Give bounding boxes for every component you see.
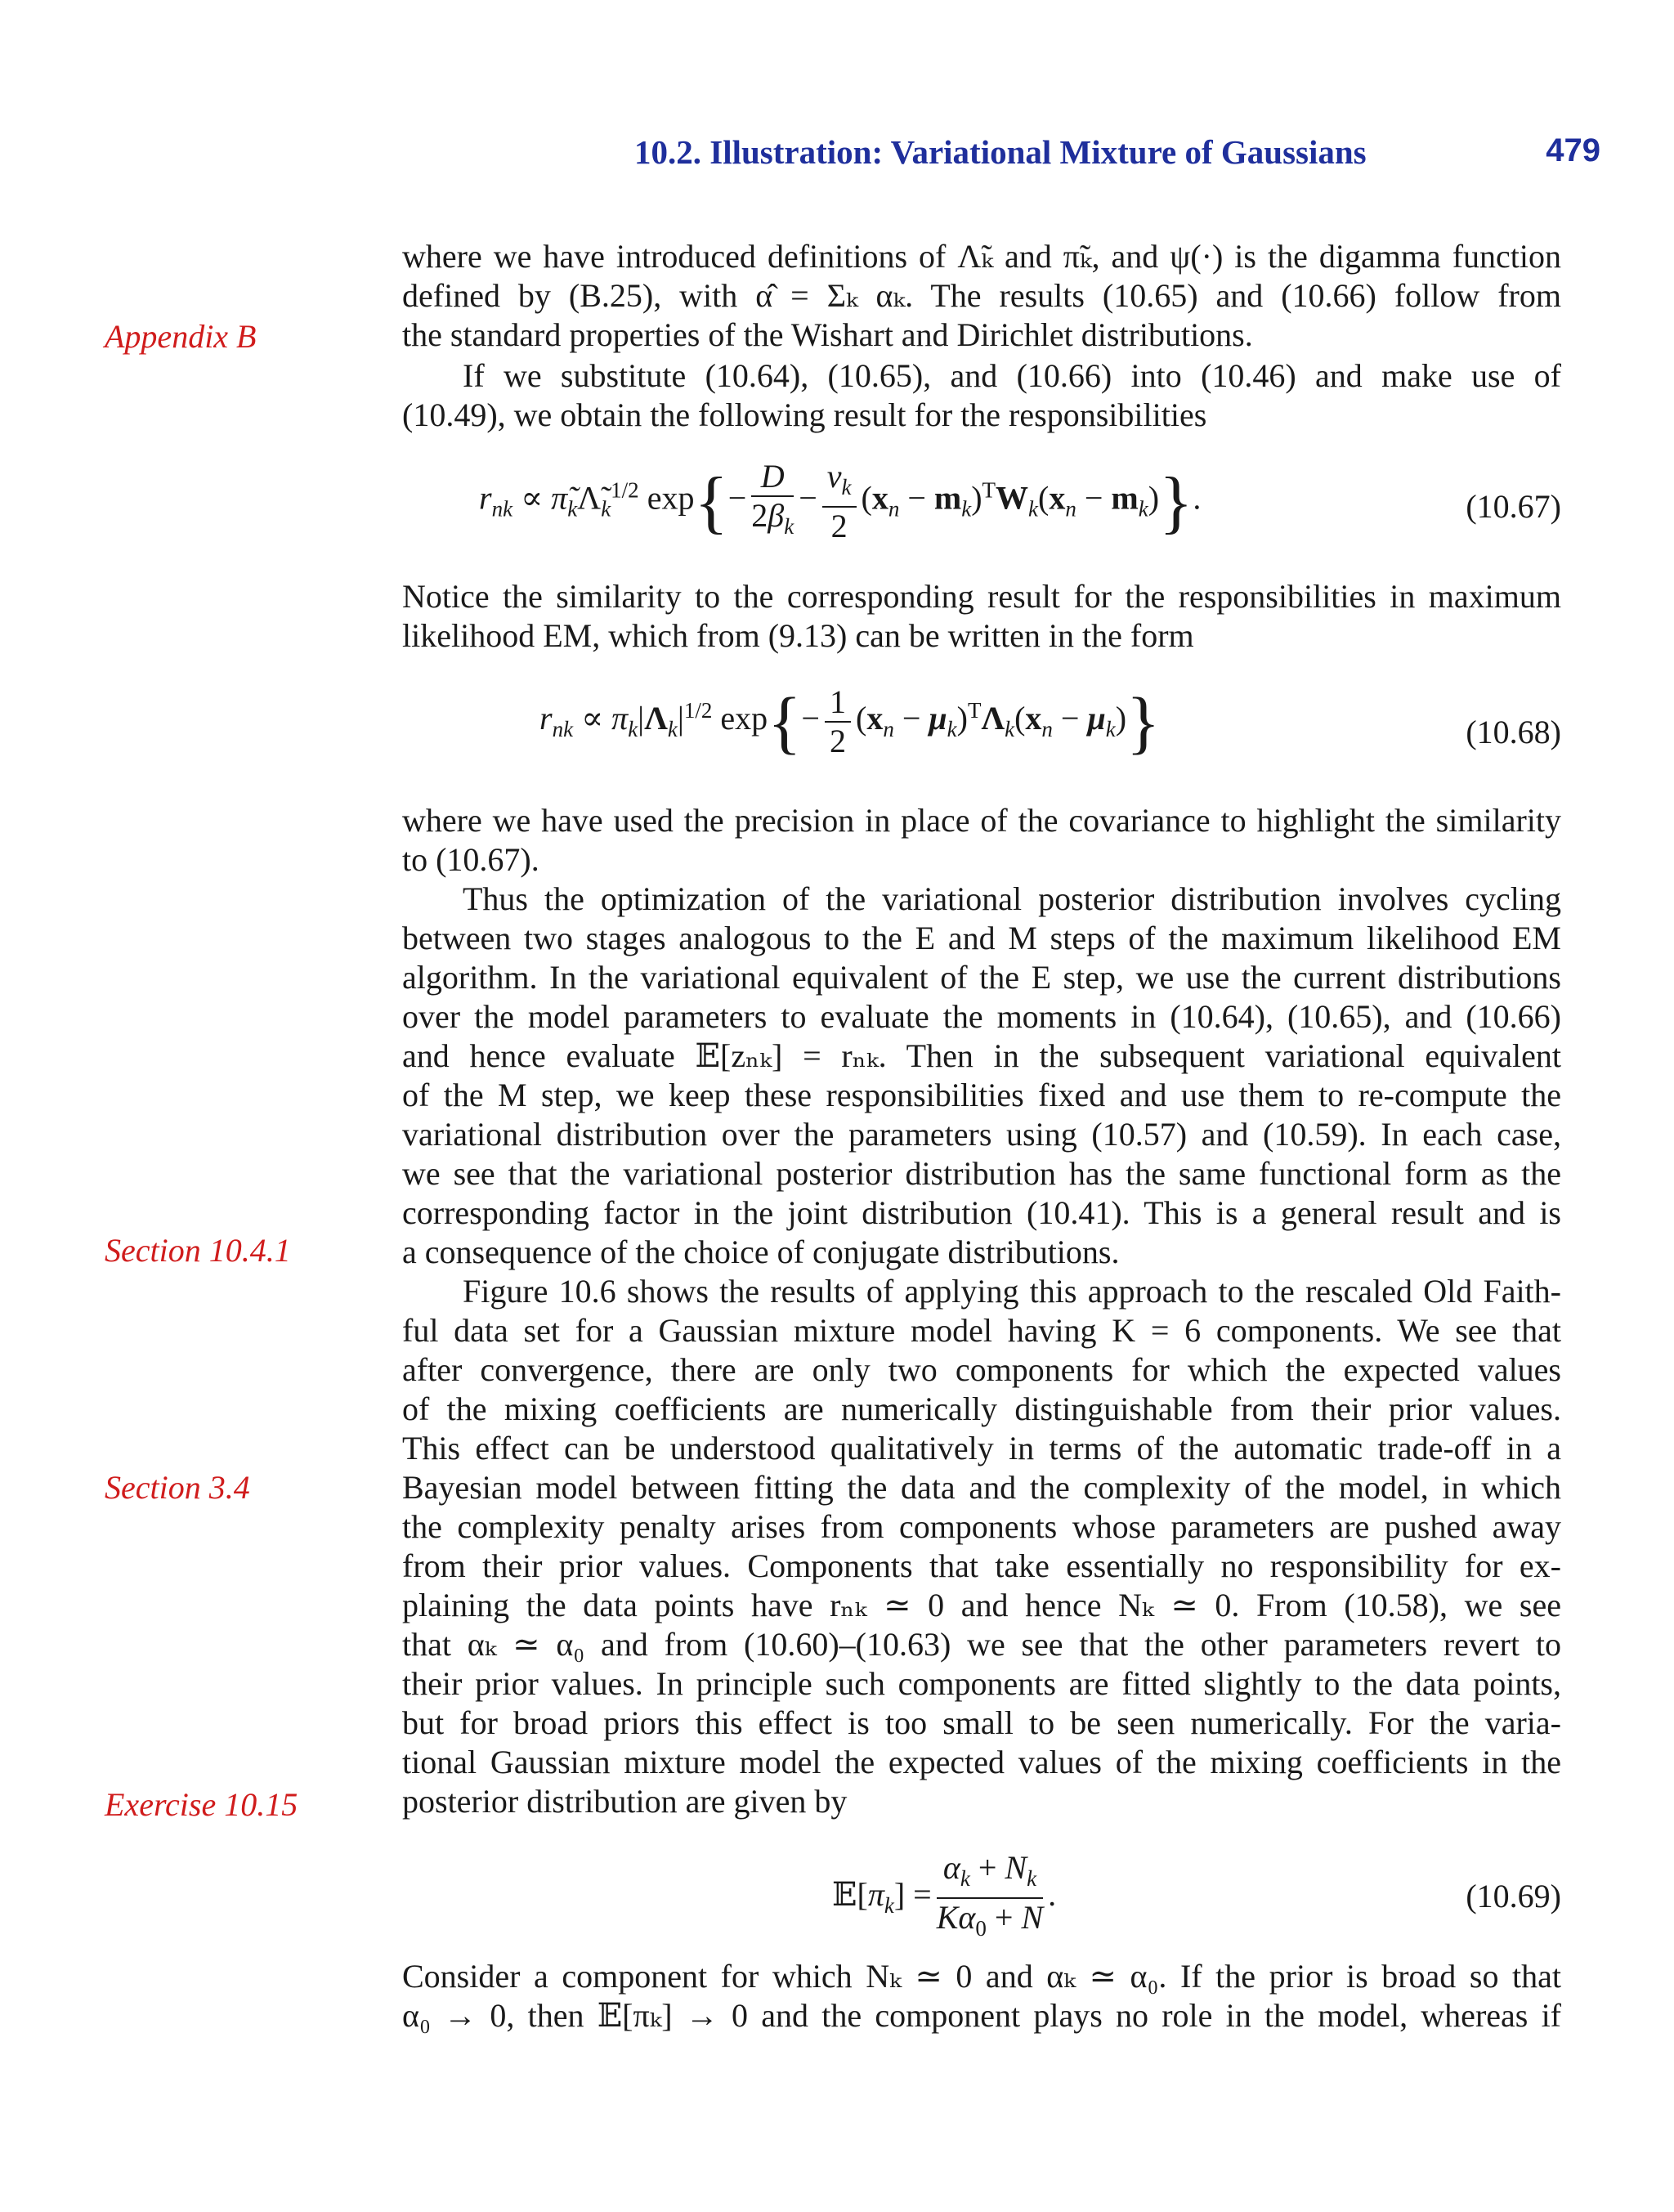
body-line: Consider a component for which Nₖ ≃ 0 and αₖ ≃ α₀. If the prior is broad so that	[402, 1958, 1561, 1995]
body-line: Thus the optimization of the variational posterior distribution involves cycling	[463, 880, 1561, 917]
body-line: over the model parameters to evaluate the moments in (10.64), (10.65), and (10.66)	[402, 998, 1561, 1035]
body-line: tional Gaussian mixture model the expected values of the mixing coefficients in the	[402, 1744, 1561, 1780]
body-line: to (10.67).	[402, 841, 539, 878]
body-line: This effect can be understood qualitatively in terms of the automatic trade-off in a	[402, 1430, 1561, 1466]
body-line: plaining the data points have rₙₖ ≃ 0 and hence Nₖ ≃ 0. From (10.58), we see	[402, 1587, 1561, 1623]
equation-10-69: $𝔼[\pi_k]$ = $\frac{\alpha_k + N_k}{K\alpha_0 + N}$ .	[832, 1849, 1057, 1941]
body-line: from their prior values. Components that take essentially no responsibility for ex-	[402, 1547, 1561, 1584]
body-line: and hence evaluate 𝔼[zₙₖ] = rₙₖ. Then in the subsequent variational equivalent	[402, 1037, 1561, 1074]
body-line: If we substitute (10.64), (10.65), and (10.66) into (10.46) and make use of	[463, 357, 1561, 394]
body-line: Notice the similarity to the corresponding result for the responsibilities in maximum	[402, 578, 1561, 615]
body-line: Figure 10.6 shows the results of applying this approach to the rescaled Old Faith-	[463, 1273, 1561, 1310]
body-line: where we have used the precision in place of the covariance to highlight the similarity	[402, 802, 1561, 839]
body-line: a consequence of the choice of conjugate distributions.	[402, 1234, 1120, 1270]
margin-note-section-3-4[interactable]: Section 3.4	[105, 1469, 250, 1506]
equation-number: (10.67)	[1466, 488, 1561, 525]
body-line: that αₖ ≃ α₀ and from (10.60)–(10.63) we see that the other parameters revert to	[402, 1626, 1561, 1663]
body-line: defined by (B.25), with α̂ = Σₖ αₖ. The results (10.65) and (10.66) follow from	[402, 277, 1561, 314]
body-line: we see that the variational posterior distribution has the same functional form as the	[402, 1155, 1561, 1192]
body-line: variational distribution over the parameters using (10.57) and (10.59). In each case,	[402, 1116, 1561, 1153]
body-line: but for broad priors this effect is too small to be seen numerically. For the varia-	[402, 1704, 1561, 1741]
body-line: corresponding factor in the joint distribution (10.41). This is a general result and is	[402, 1194, 1561, 1231]
page-number: 479	[1546, 132, 1600, 168]
equation-10-68: $r_{nk} \propto \pi_k|\Lambda_k|^{1/2}$ exp{− $\frac{1}{2}$ $(x_n - \mu_k)^T\Lambda_k(x_n - \mu_k)$}	[539, 683, 1161, 761]
body-line: ful data set for a Gaussian mixture model having K = 6 components. We see that	[402, 1312, 1561, 1349]
body-line: α₀ → 0, then 𝔼[πₖ] → 0 and the component plays no role in the model, whereas if	[402, 1997, 1561, 2034]
body-line: likelihood EM, which from (9.13) can be written in the form	[402, 617, 1194, 654]
body-line: between two stages analogous to the E and M steps of the maximum likelihood EM	[402, 920, 1561, 956]
body-line: their prior values. In principle such components are fitted slightly to the data points,	[402, 1665, 1561, 1702]
body-line: of the mixing coefficients are numerically distinguishable from their prior values.	[402, 1390, 1561, 1427]
running-title: 10.2. Illustration: Variational Mixture of Gaussians	[634, 133, 1367, 171]
equation-10-67: $r_{nk}$ ∝ $\pĩ_k\Lambdã_k^{1/2}$ exp{− $\frac{D}{2\beta_k}$ − $\frac{\nu_k}{2}$ $(x_n - m_k)^TW_k(x_n - m_k)$}.	[479, 458, 1202, 544]
body-line: algorithm. In the variational equivalent of the E step, we use the current distributions	[402, 959, 1561, 996]
body-line: (10.49), we obtain the following result for the responsibilities	[402, 396, 1207, 433]
equation-number: (10.69)	[1466, 1878, 1561, 1914]
margin-note-section-10-4-1[interactable]: Section 10.4.1	[105, 1232, 291, 1269]
margin-note-appendix-b[interactable]: Appendix B	[105, 318, 257, 355]
body-line: of the M step, we keep these responsibilities fixed and use them to re-compute the	[402, 1077, 1561, 1113]
equation-number: (10.68)	[1466, 714, 1561, 750]
body-line: the complexity penalty arises from components whose parameters are pushed away	[402, 1508, 1561, 1545]
body-line: posterior distribution are given by	[402, 1783, 848, 1820]
body-line: after convergence, there are only two components for which the expected values	[402, 1351, 1561, 1388]
body-line: the standard properties of the Wishart and Dirichlet distributions.	[402, 316, 1253, 353]
margin-note-exercise-10-15[interactable]: Exercise 10.15	[105, 1786, 298, 1823]
body-line: Bayesian model between fitting the data and the complexity of the model, in which	[402, 1469, 1561, 1506]
body-line: where we have introduced definitions of Λ̃ₖ and π̃ₖ, and ψ(·) is the digamma function	[402, 238, 1561, 275]
